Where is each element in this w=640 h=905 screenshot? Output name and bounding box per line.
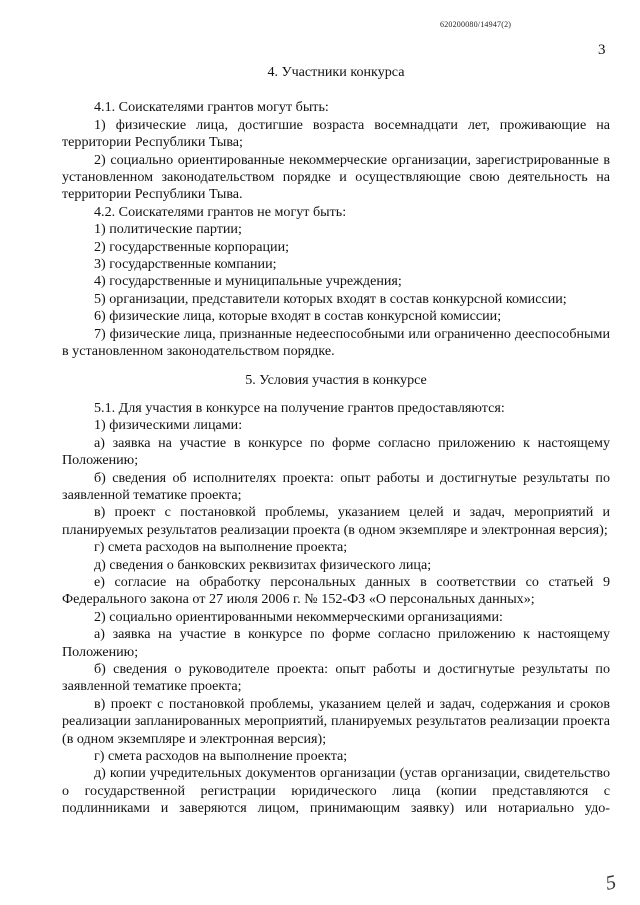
paragraph: 3) государственные компании; [94,256,277,273]
paragraph: г) смета расходов на выполнение проекта; [94,539,348,556]
paragraph: 4.1. Соискателями грантов могут быть: [94,99,329,116]
paragraph: а) заявка на участие в конкурсе по форме согласно приложению к настоящему Положению; [62,626,610,660]
paragraph: 2) государственные корпорации; [94,238,290,255]
paragraph: 2) социально ориентированные некоммерческие организации, зарегистрированные в установленном законодательством порядке и осуществляющие свою деятельность на территории Республики Тыва. [62,151,610,203]
paragraph: д) копии учредительных документов организации (устав организации, свидетельство о государственной регистрации юридического лица (копии представляются с подлинниками и заверяются лицом, принимающим заявку) или нотариально удо- [62,765,610,817]
paragraph: д) сведения о банковских реквизитах физического лица; [94,556,432,573]
page-body [62,64,610,818]
paragraph: в) проект с постановкой проблемы, указанием целей и задач, мероприятий и планируемых результатов реализации проекта (в одном экземпляре и электронная версия); [62,504,610,538]
section-5-body [62,400,610,818]
paragraph: 2) социально ориентированными некоммерческими организациями: [94,608,503,625]
page-number: 3 [598,42,606,58]
paragraph: б) сведения о руководителе проекта: опыт работы и достигнутые результаты по заявленной тематике проекта; [62,661,610,695]
paragraph: 1) физическими лицами: [94,417,243,434]
paragraph: 6) физические лица, которые входят в состав конкурсной комиссии; [94,308,502,325]
paragraph: 7) физические лица, признанные недееспособными или ограниченно дееспособными в установленном законодательством порядке. [62,325,610,360]
handwritten-page-mark: 5 [603,871,619,895]
paragraph: а) заявка на участие в конкурсе по форме согласно приложению к настоящему Положению; [62,434,610,469]
paragraph: б) сведения об исполнителях проекта: опыт работы и достигнутые результаты по заявленной тематике проекта; [62,469,610,503]
paragraph: 5) организации, представители которых входят в состав конкурсной комиссии; [94,290,567,307]
section-4-heading: 4. Участники конкурса [267,64,405,80]
document-id: 620200080/14947(2) [440,20,512,29]
paragraph: в) проект с постановкой проблемы, указанием целей и задач, содержания и сроков реализации запланированных мероприятий, планируемых результатов реализации проекта (в одном экземпляре и электронная версия); [62,695,610,747]
section-5-heading: 5. Условия участия в конкурсе [245,371,427,388]
paragraph: е) согласие на обработку персональных данных в соответствии со статьей 9 Федерального закона от 27 июля 2006 г. № 152-ФЗ «О персональных данных»; [62,573,610,608]
paragraph: 1) физические лица, достигшие возраста восемнадцати лет, проживающие на территории Республики Тыва; [62,116,610,151]
paragraph: 1) политические партии; [94,221,242,238]
paragraph: 4.2. Соискателями грантов не могут быть: [94,203,347,220]
paragraph: г) смета расходов на выполнение проекта; [94,748,348,765]
paragraph: 5.1. Для участия в конкурсе на получение грантов предоставляются: [94,399,505,416]
section-4-body [62,99,610,360]
paragraph: 4) государственные и муниципальные учреждения; [94,273,402,290]
